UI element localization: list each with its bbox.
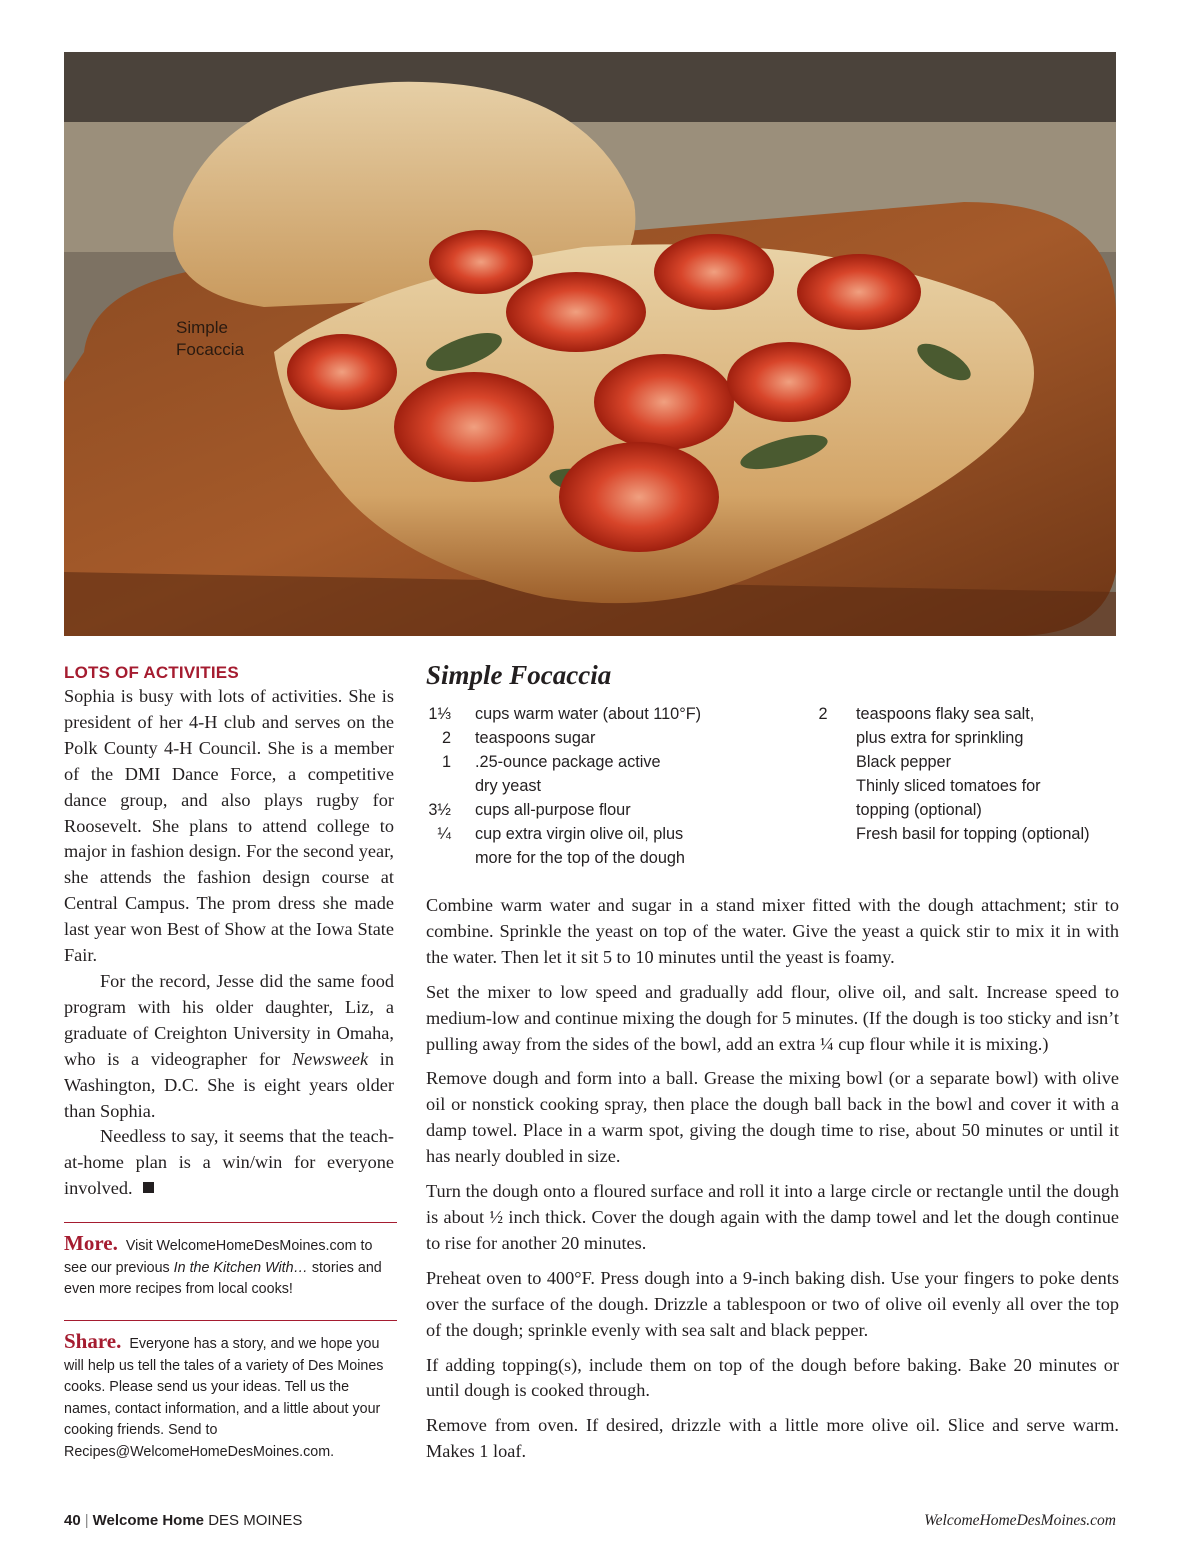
share-lead: Share. (64, 1329, 122, 1353)
page-number: 40 (64, 1512, 81, 1529)
recipe-step: If adding topping(s), include them on top of the dough before baking. Bake 20 minutes or until dough is cooked through. (426, 1354, 1119, 1401)
magazine-name: Welcome Home (92, 1512, 205, 1529)
more-series-name: In the Kitchen With… (173, 1259, 308, 1276)
recipe-step: Combine warm water and sugar in a stand mixer fitted with the dough attachment; stir to combine. Sprinkle the yeast on top of the water. Give the yeast a quick stir to mix it in with the water. Then let it sit 5 to 10 minutes until the yeast is foamy. (426, 895, 1119, 967)
footer-website: WelcomeHomeDesMoines.com (924, 1512, 1116, 1529)
ingredient-row (426, 822, 796, 870)
photo-caption-line1: Simple (176, 318, 228, 337)
ingredient-qty: 3½ (428, 801, 451, 819)
ingredient-name: Fresh basil for topping (optional) (856, 825, 1090, 843)
ingredient-name: cups warm water (about 110°F) (475, 705, 702, 723)
ingredient-name: Thinly sliced tomatoes for topping (optional) (856, 777, 1041, 819)
ingredient-name: cups all-purpose flour (475, 801, 631, 819)
footer-folio (64, 1512, 302, 1529)
recipe-step: Remove dough and form into a ball. Grease the mixing bowl (or a separate bowl) with olive oil or nonstick cooking spray, then place the dough ball back in the bowl and cover it with a damp towel. Place in a warm spot, giving the dough time to rise, about 50 minutes or until it has nearly doubled in size. (426, 1068, 1119, 1167)
ingredient-name: cup extra virgin olive oil, plus more for the top of the dough (475, 825, 685, 867)
recipe-step: Remove from oven. If desired, drizzle with a little more olive oil. Slice and serve warm. Makes 1 loaf. (426, 1415, 1119, 1462)
left-column (64, 662, 394, 1202)
body-paragraph-3 (64, 1124, 394, 1202)
recipe-step: Preheat oven to 400°F. Press dough into a 9-inch baking dish. Use your fingers to poke dents over the surface of the dough. Drizzle a tablespoon or two of olive oil evenly all over the top of the dough; sprinkle evenly with sea salt and black pepper. (426, 1267, 1119, 1340)
ingredient-row (426, 702, 796, 726)
para2-text-a: For the record, Jesse did the same food program with his older daughter, Liz, a graduate of Creighton University in Omaha, who is a videographer for (64, 970, 394, 1069)
recipe-step: Set the mixer to low speed and gradually add flour, olive oil, and salt. Increase speed to medium-low and continue mixing the dough for 5 minutes. (If the dough is too sticky and isn’t pulling away from the sides of the bowl, add an extra ¼ cup flour while it is mixing.) (426, 981, 1119, 1054)
photo-caption-line2: Focaccia (176, 340, 245, 359)
photo-caption (176, 317, 276, 361)
share-text (64, 1331, 397, 1463)
more-text (64, 1233, 397, 1301)
ingredient-row (426, 726, 796, 750)
ingredient-row (790, 702, 1120, 750)
more-box (64, 1222, 397, 1301)
ingredient-qty: 1⅓ (428, 705, 451, 723)
body-paragraph-2 (64, 969, 394, 1124)
para3-text: Needless to say, it seems that the teach-at-home plan is a win/win for everyone involved. (64, 1126, 394, 1199)
ingredient-name: .25-ounce package active dry yeast (475, 753, 661, 795)
recipe-steps (426, 893, 1119, 1474)
ingredient-qty: 2 (441, 729, 451, 747)
body-paragraph-1: Sophia is busy with lots of activities. She is president of her 4-H club and serves on the Polk County 4-H Council. She is a member of the DMI Dance Force, a competitive dance group, and also plays rugby for Roosevelt. She plans to attend college to major in fashion design. For the second year, she attends the fashion design course at Central Campus. The prom dress she made last year won Best of Show at the Iowa State Fair. (64, 686, 394, 966)
section-heading: LOTS OF ACTIVITIES (64, 663, 239, 682)
ingredient-qty: 1 (441, 753, 451, 771)
share-box (64, 1320, 397, 1463)
ingredient-name: teaspoons flaky sea salt, plus extra for sprinkling (856, 705, 1035, 747)
more-lead: More. (64, 1231, 118, 1255)
ingredient-name: Black pepper (856, 753, 952, 771)
ingredient-qty: ¼ (437, 825, 451, 843)
more-text-a: Visit WelcomeHomeDesMoines.com to see our previous (64, 1238, 373, 1276)
ingredient-qty (790, 774, 856, 822)
recipe-step: Turn the dough onto a floured surface and roll it into a large circle or rectangle until the dough is about ½ inch thick. Cover the dough again with the damp towel and let the dough continue to rise for another 20 minutes. (426, 1181, 1119, 1253)
ingredient-row (426, 750, 796, 798)
ingredient-name: teaspoons sugar (475, 729, 596, 747)
magazine-city: DES MOINES (208, 1512, 303, 1529)
focaccia-photo (64, 52, 1116, 636)
ingredient-row (790, 774, 1120, 822)
ingredient-row (426, 798, 796, 822)
ingredient-qty (790, 750, 856, 774)
ingredient-qty: 2 (818, 705, 828, 723)
end-of-story-mark (143, 1182, 154, 1193)
ingredient-qty (790, 822, 856, 846)
ingredient-row (790, 822, 1120, 846)
recipe-title: Simple Focaccia (426, 660, 612, 690)
share-body: Everyone has a story, and we hope you will help us tell the tales of a variety of Des Moines cooks. Please send us your ideas. Tell us the names, contact information, and a little about your cooking friends. Send to Recipes@WelcomeHomeDesMoines.com. (64, 1336, 384, 1460)
para2-text-b: in Washington, D.C. She is eight years older than Sophia. (64, 1048, 394, 1121)
ingredient-row (790, 750, 1120, 774)
folio-divider: | (84, 1512, 89, 1529)
ingredients-column-1 (426, 702, 796, 870)
ingredients-column-2 (790, 702, 1120, 846)
publication-name: Newsweek (291, 1048, 369, 1069)
more-text-b: stories and even more recipes from local cooks! (64, 1259, 382, 1297)
